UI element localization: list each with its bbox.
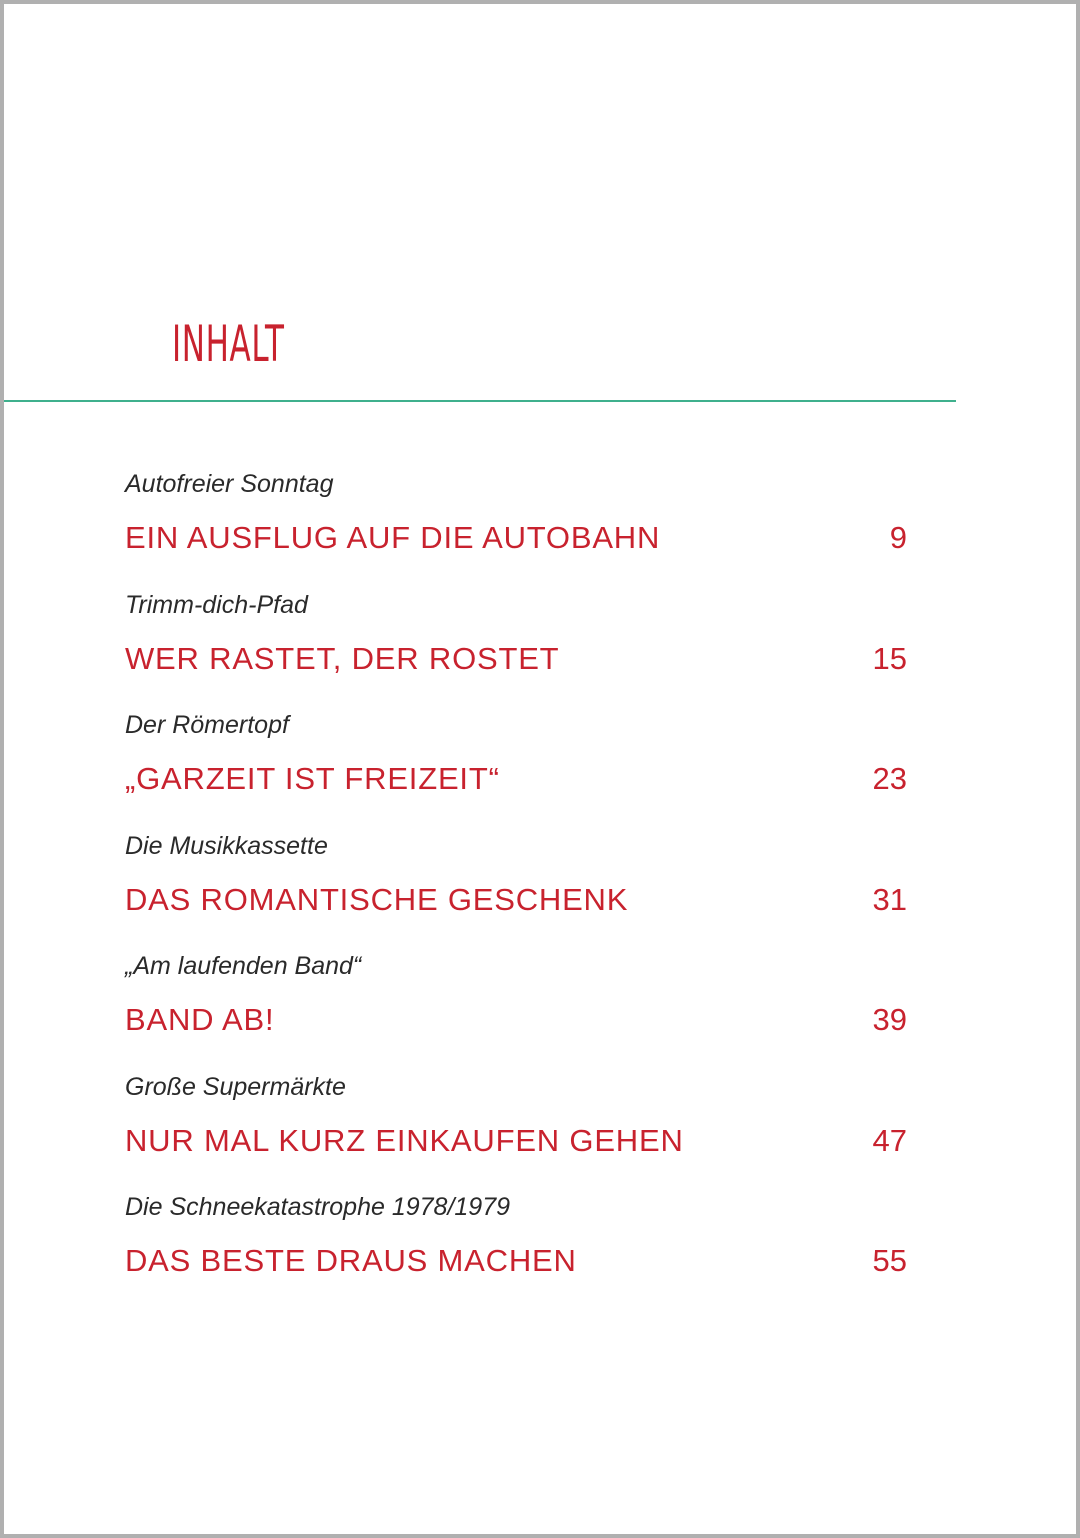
title-divider (4, 400, 956, 402)
toc-entry[interactable] (125, 1187, 907, 1308)
entry-page-number: 39 (872, 1002, 907, 1037)
entry-subtitle: Große Supermärkte (125, 1072, 346, 1101)
entry-heading: NUR MAL KURZ EINKAUFEN GEHEN (125, 1122, 684, 1158)
entry-page-number: 47 (872, 1122, 907, 1158)
entry-page-number: 31 (872, 881, 907, 917)
entry-heading: DAS BESTE DRAUS MACHEN (125, 1243, 577, 1278)
table-of-contents (125, 464, 907, 1308)
entry-subtitle: Die Schneekatastrophe 1978/1979 (125, 1193, 511, 1221)
entry-heading: WER RASTET, DER ROSTET (125, 640, 560, 676)
entry-heading: EIN AUSFLUG AUF DIE AUTOBAHN (125, 520, 661, 555)
entry-page-number: 9 (889, 520, 907, 555)
toc-entry[interactable] (125, 585, 907, 706)
entry-page-number: 23 (872, 761, 907, 796)
toc-entry[interactable] (125, 1067, 907, 1188)
entry-subtitle: Autofreier Sonntag (125, 470, 334, 498)
page-title: INHALT (172, 315, 285, 373)
toc-entry[interactable] (125, 464, 907, 585)
toc-entry[interactable] (125, 826, 907, 947)
entry-subtitle: Trimm-dich-Pfad (125, 590, 308, 619)
entry-subtitle: Die Musikkassette (125, 831, 328, 860)
entry-subtitle: „Am laufenden Band“ (125, 952, 362, 980)
entry-heading: DAS ROMANTISCHE GESCHENK (125, 881, 629, 917)
toc-entry[interactable] (125, 705, 907, 826)
toc-entry[interactable] (125, 946, 907, 1067)
entry-subtitle: Der Römertopf (125, 711, 289, 739)
entry-heading: BAND AB! (125, 1002, 275, 1037)
entry-page-number: 55 (872, 1243, 907, 1278)
entry-heading: „GARZEIT IST FREIZEIT“ (125, 761, 500, 796)
entry-page-number: 15 (872, 640, 907, 676)
